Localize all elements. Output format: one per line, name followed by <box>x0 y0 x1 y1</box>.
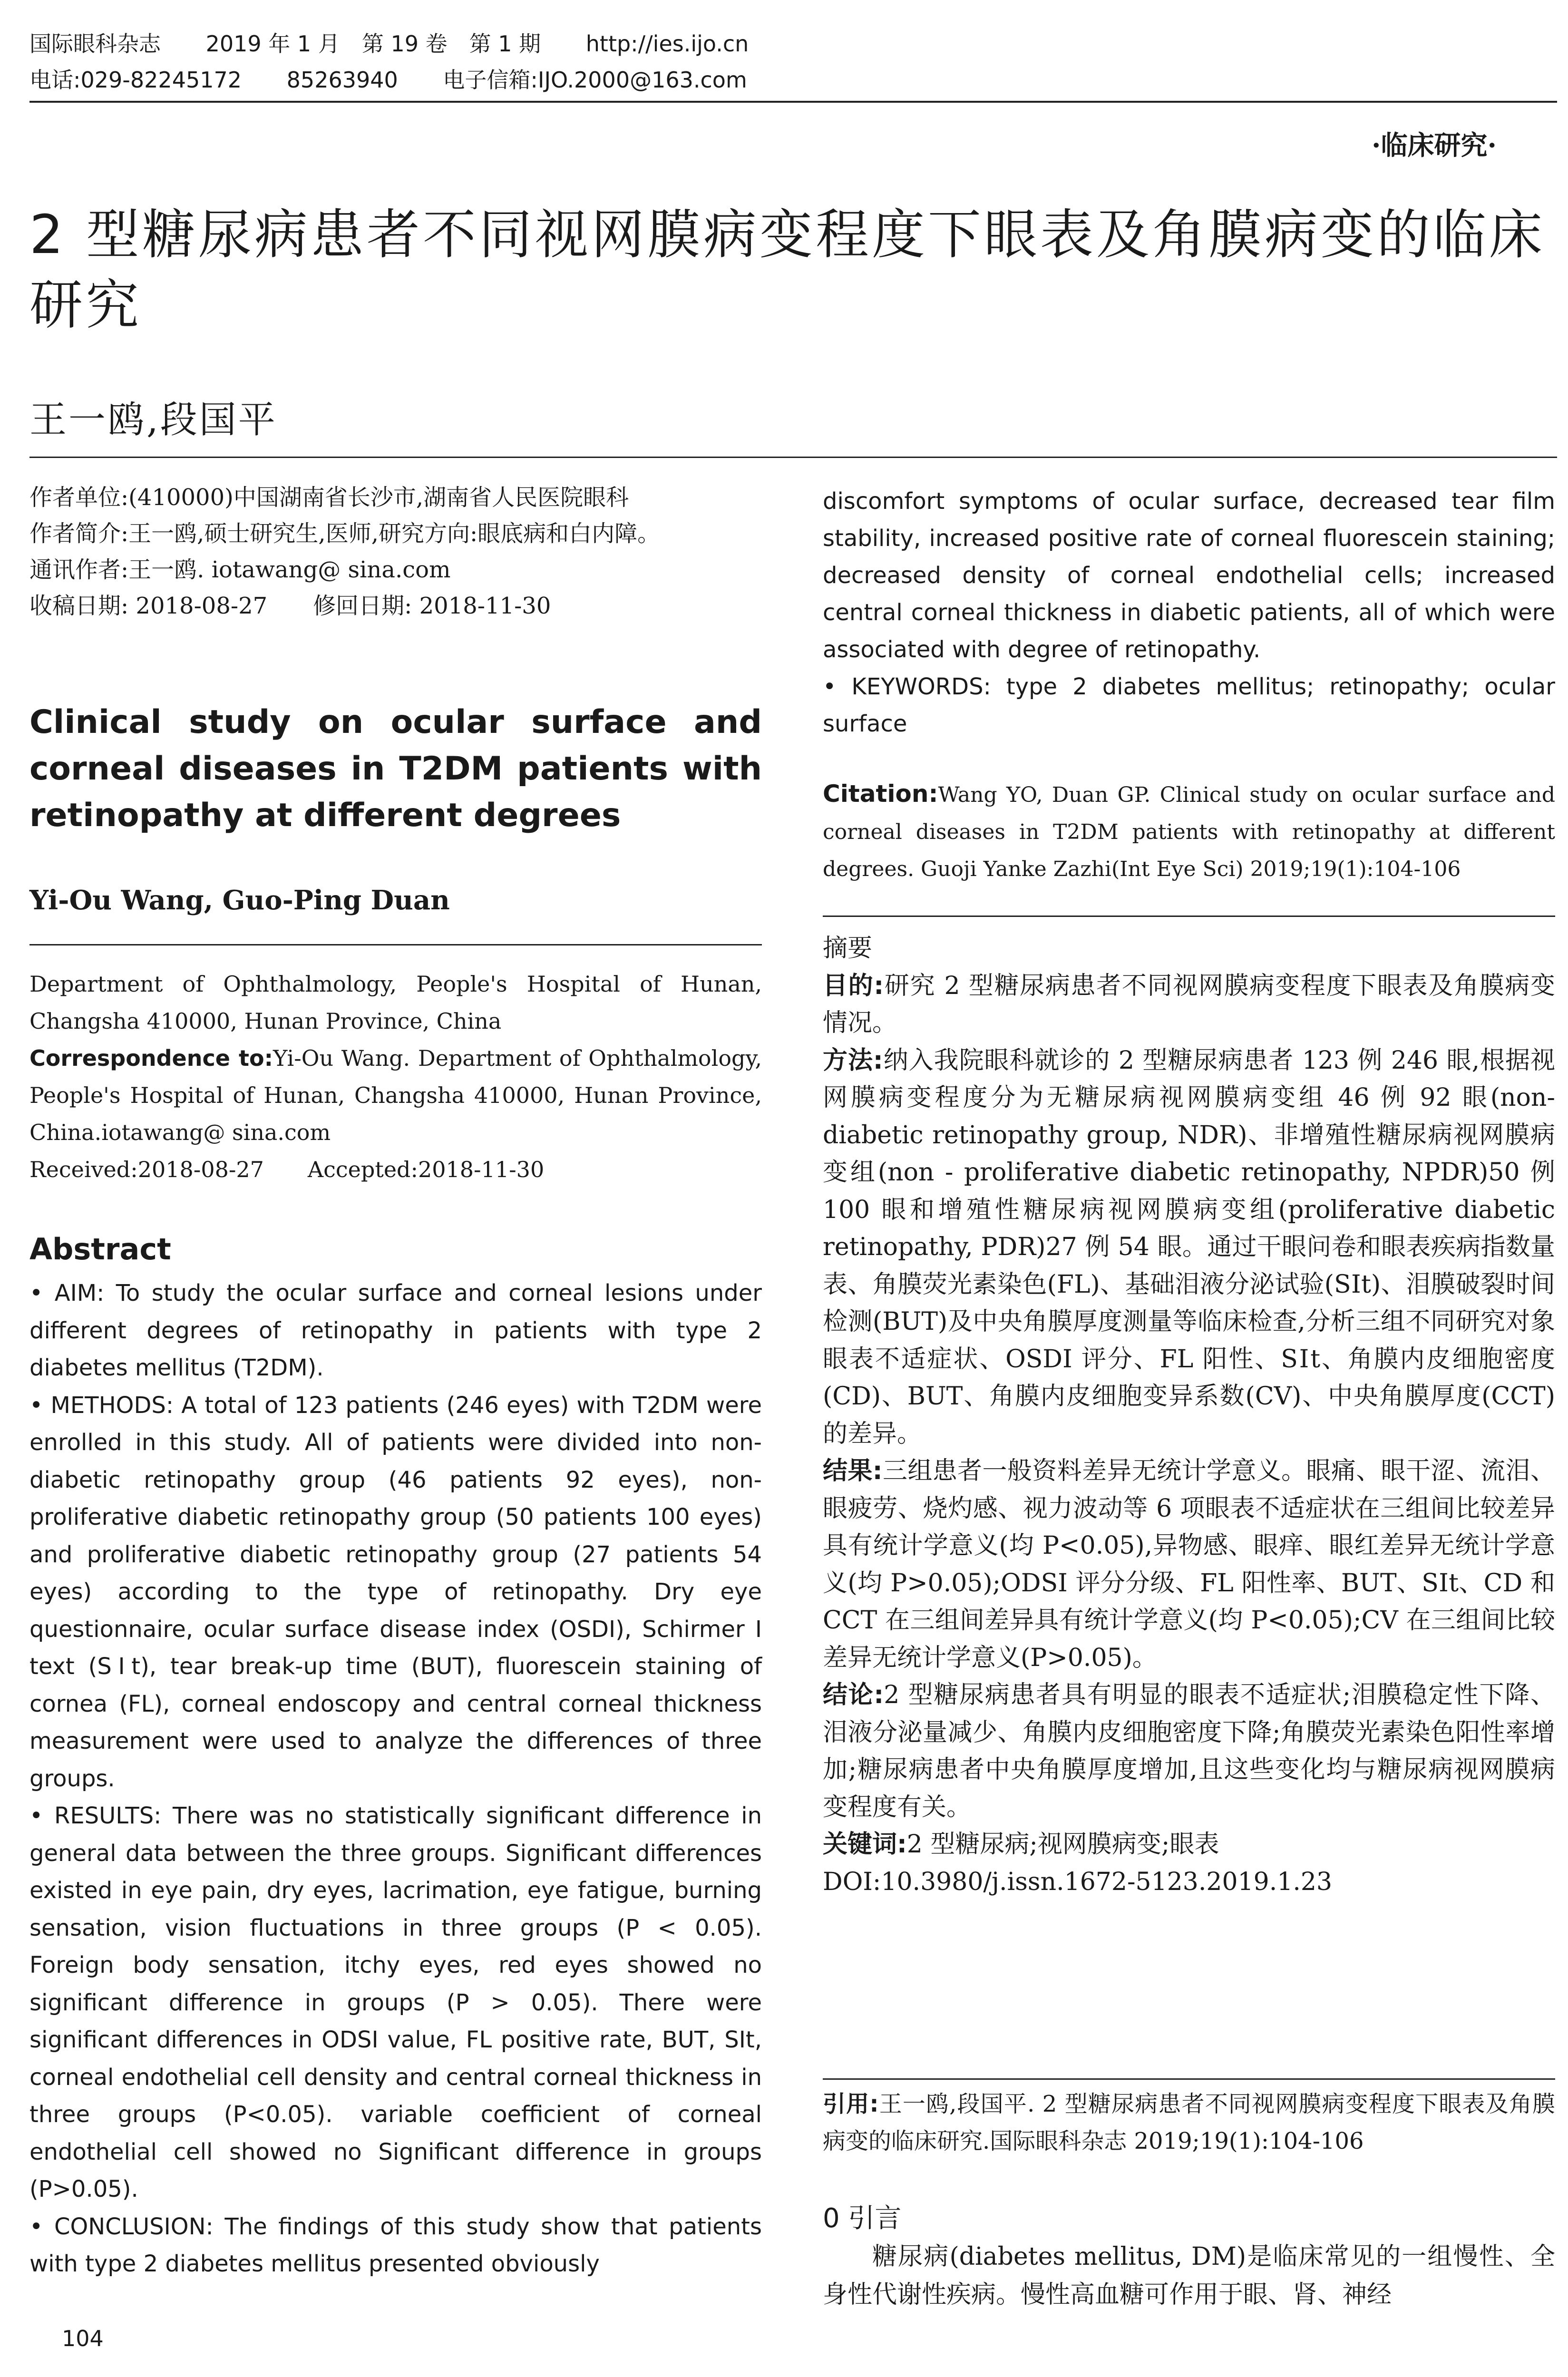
journal-name: 国际眼科杂志 <box>29 31 161 57</box>
conclusion-label-cn: 结论: <box>823 1681 884 1709</box>
methods-text-cn: 纳入我院眼科就诊的 2 型糖尿病患者 123 例 246 眼,根据视网膜病变程度分为无糖尿病视网膜病变组 46 例 92 眼(non-diabetic retinopathy group, NDR)、非增殖性糖尿病视网膜病变组(non - proliferative diabetic retinopathy, NPDR)50 例 100 眼和增殖性糖尿病视网膜病变组(proliferative diabetic retinopathy, PDR)27 例 54 眼。通过干眼问卷和眼表疾病指数量表、角膜荧光素染色(FL)、基础泪液分泌试验(SⅠt)、泪膜破裂时间检测(BUT)及中央角膜厚度测量等临床检查,分析三组不同研究对象眼表不适症状、OSDI 评分、FL 阳性、SⅠt、角膜内皮细胞密度(CD)、BUT、角膜内皮细胞变异系数(CV)、中央角膜厚度(CCT)的差异。 <box>823 1046 1556 1448</box>
abstract-keywords: • KEYWORDS: type 2 diabetes mellitus; retinopathy; ocular surface <box>823 673 1555 737</box>
abstract-body-en <box>29 1275 762 2283</box>
affiliation-block <box>29 965 762 1188</box>
dates-cn: 收稿日期: 2018-08-27 修回日期: 2018-11-30 <box>29 593 551 619</box>
citation-text: Wang YO, Duan GP. Clinical study on ocular surface and corneal diseases in T2DM patients with retinopathy at different degrees. Guoji Yanke Zazhi(Int Eye Sci) 2019;19(1):104-106 <box>823 783 1555 881</box>
intro-body: 糖尿病(diabetes mellitus, DM)是临床常见的一组慢性、全身性代谢性疾病。慢性高血糖可作用于眼、肾、神经 <box>823 2242 1555 2309</box>
abstract-methods: • METHODS: A total of 123 patients (246 eyes) with T2DM were enrolled in this study. All of patients were divided into non-diabetic retinopathy group (46 patients 92 eyes), non-proliferative diabetic retinopathy group (50 patients 100 eyes) and proliferative diabetic retinopathy group (27 patients 54 eyes) according to the type of retinopathy. Dry eye questionnaire, ocular surface disease index (OSDI), Schirmer Ⅰ text (SⅠt), tear break-up time (BUT), fluorescein staining of cornea (FL), corneal endoscopy and central corneal thickness measurement were used to analyze the differences of three groups. <box>29 1392 762 1792</box>
abstract-heading: Abstract <box>29 1232 171 1266</box>
page-number: 104 <box>62 2326 104 2351</box>
keywords-label-cn: 关键词: <box>823 1830 907 1859</box>
authors-cn: 王一鸥,段国平 <box>29 399 277 441</box>
abstract-aim: • AIM: To study the ocular surface and corneal lesions under different degrees of retinopathy in patients with type 2 diabetes mellitus (T2DM). <box>29 1280 762 1381</box>
abstract-cn-results <box>823 1452 1555 1676</box>
citation-cn-label: 引用: <box>823 2091 879 2117</box>
aim-text-cn: 研究 2 型糖尿病患者不同视网膜病变程度下眼表及角膜病变情况。 <box>823 971 1555 1037</box>
author-bio-cn: 作者简介:王一鸥,硕士研究生,医师,研究方向:眼底病和白内障。 <box>29 520 661 547</box>
journal-header-line1 <box>29 29 787 59</box>
abstract-cn-heading: 摘要 <box>823 934 873 963</box>
intro-heading: 0 引言 <box>823 2203 902 2234</box>
journal-phone: 电话:029-82245172 <box>29 67 242 93</box>
results-label-cn: 结果: <box>823 1457 883 1485</box>
aim-label-cn: 目的: <box>823 971 884 1000</box>
abstract-cn-methods <box>823 1042 1555 1453</box>
title-divider <box>29 457 1557 458</box>
author-info-cn <box>29 479 762 624</box>
results-text-cn: 三组患者一般资料差异无统计学意义。眼痛、眼干涩、流泪、眼疲劳、烧灼感、视力波动等 6 项眼表不适症状在三组间比较差异具有统计学意义(均 P<0.05),异物感、眼痒、眼红差异无统计学意义(均 P>0.05);ODSI 评分分级、FL 阳性率、BUT、SⅠt、CD 和 CCT 在三组间差异具有统计学意义(均 P<0.05);CV 在三组间比较差异无统计学意义(P>0.05)。 <box>823 1457 1555 1672</box>
citation-cn-text: 王一鸥,段国平. 2 型糖尿病患者不同视网膜病变程度下眼表及角膜病变的临床研究.国际眼科杂志 2019;19(1):104-106 <box>823 2091 1555 2154</box>
citation-cn <box>823 2085 1555 2160</box>
citation-en <box>823 775 1555 888</box>
affiliation-en: Department of Ophthalmology, People's Hospital of Hunan, Changsha 410000, Hunan Province, China <box>29 971 762 1034</box>
article-title-cn: 2 型糖尿病患者不同视网膜病变程度下眼表及角膜病变的临床研究 <box>29 204 1545 336</box>
citation-divider <box>823 916 1555 917</box>
journal-url[interactable]: http://ies.ijo.cn <box>585 31 749 57</box>
journal-phone2: 85263940 <box>286 67 398 93</box>
conclusion-text-cn: 2 型糖尿病患者具有明显的眼表不适症状;泪膜稳定性下降、泪液分泌量减少、角膜内皮细胞密度下降;角膜荧光素染色阳性率增加;糖尿病患者中央角膜厚度增加,且这些变化均与糖尿病视网膜病变程度有关。 <box>823 1681 1555 1822</box>
correspondence-en <box>29 1040 762 1151</box>
abstract-cn-doi[interactable]: DOI:10.3980/j.issn.1672-5123.2019.1.23 <box>823 1867 1333 1896</box>
received-accepted: Received:2018-08-27 Accepted:2018-11-30 <box>29 1157 545 1182</box>
journal-header-line2 <box>29 65 785 95</box>
abstract-conclusion: • CONCLUSION: The findings of this study show that patients with type 2 diabetes mellitus presented obviously <box>29 2213 762 2277</box>
journal-email[interactable]: 电子信箱:IJO.2000@163.com <box>443 67 747 93</box>
correspondence-text: Yi-Ou Wang. Department of Ophthalmology, People's Hospital of Hunan, Changsha 410000, Hunan Province, China.iotawang@ sina.com <box>29 1045 762 1145</box>
abstract-cn-aim <box>823 967 1555 1042</box>
authors-divider <box>29 944 762 945</box>
citation-label: Citation: <box>823 780 938 808</box>
authors-en: Yi-Ou Wang, Guo-Ping Duan <box>29 885 450 916</box>
journal-issue: 2019 年 1 月 第 19 卷 第 1 期 <box>205 31 541 57</box>
keywords-text-cn: 2 型糖尿病;视网膜病变;眼表 <box>906 1830 1219 1859</box>
author-affiliation-cn: 作者单位:(410000)中国湖南省长沙市,湖南省人民医院眼科 <box>29 484 629 511</box>
section-label: ·临床研究· <box>1372 130 1497 161</box>
corresponding-author-cn: 通讯作者:王一鸥. iotawang@ sina.com <box>29 556 451 583</box>
header-divider <box>29 101 1557 103</box>
abstract-results: • RESULTS: There was no statistically significant difference in general data between the three groups. Significant differences existed in eye pain, dry eyes, lacrimation, eye fatigue, burning sensation, vision fluctuations in three groups (P < 0.05). Foreign body sensation, itchy eyes, red eyes showed no significant difference in groups (P > 0.05). There were significant differences in ODSI value, FL positive rate, BUT, SIt, corneal endothelial cell density and central corneal thickness in three groups (P<0.05). variable coefficient of corneal endothelial cell showed no Significant difference in groups (P>0.05). <box>29 1802 762 2202</box>
abstract-continued-en <box>823 483 1555 742</box>
citation-cn-divider <box>823 2078 1555 2080</box>
article-title-en: Clinical study on ocular surface and corneal diseases in T2DM patients with retinopathy at different degrees <box>29 703 762 834</box>
abstract-cn-conclusion <box>823 1676 1555 1826</box>
abstract-cn <box>823 930 1555 1900</box>
abstract-conclusion-cont: discomfort symptoms of ocular surface, decreased tear film stability, increased positive rate of corneal fluorescein staining; decreased density of corneal endothelial cells; increased central corneal thickness in diabetic patients, all of which were associated with degree of retinopathy. <box>823 488 1555 663</box>
correspondence-label: Correspondence to: <box>29 1045 273 1071</box>
abstract-cn-keywords <box>823 1826 1555 1863</box>
methods-label-cn: 方法: <box>823 1046 883 1075</box>
